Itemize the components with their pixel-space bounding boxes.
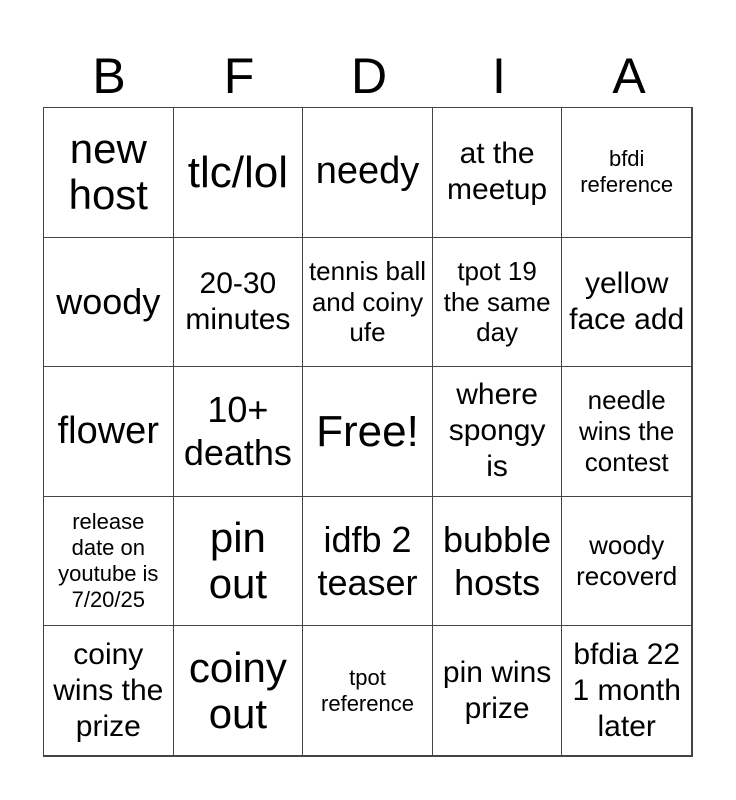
bingo-header	[44, 44, 694, 108]
bingo-cell[interactable]: 20-30 minutes	[173, 237, 304, 368]
bingo-cell[interactable]: woody recoverd	[561, 496, 692, 627]
header-letter-b: B	[92, 48, 126, 104]
header-letter-i: I	[492, 48, 506, 104]
bingo-cell[interactable]: 10+ deaths	[173, 366, 304, 497]
bingo-cell[interactable]: tennis ball and coiny ufe	[302, 237, 433, 368]
bingo-cell[interactable]: new host	[43, 107, 174, 238]
bingo-cell[interactable]: coiny wins the prize	[43, 625, 174, 756]
bingo-cell[interactable]: woody	[43, 237, 174, 368]
bingo-cell-free[interactable]: Free!	[302, 366, 433, 497]
bingo-cell[interactable]: bfdi reference	[561, 107, 692, 238]
bingo-cell[interactable]: needy	[302, 107, 433, 238]
bingo-cell[interactable]: pin out	[173, 496, 304, 627]
bingo-cell[interactable]: bfdia 22 1 month later	[561, 625, 692, 756]
bingo-cell[interactable]: release date on youtube is 7/20/25	[43, 496, 174, 627]
bingo-board	[43, 107, 693, 757]
header-letter-a: A	[612, 48, 646, 104]
bingo-cell[interactable]: pin wins prize	[432, 625, 563, 756]
header-letter-d: D	[350, 48, 388, 104]
bingo-cell[interactable]: tpot reference	[302, 625, 433, 756]
bingo-cell[interactable]: tpot 19 the same day	[432, 237, 563, 368]
bingo-cell[interactable]: tlc/lol	[173, 107, 304, 238]
bingo-cell[interactable]: coiny out	[173, 625, 304, 756]
header-letter-f: F	[223, 48, 255, 104]
bingo-cell[interactable]: where spongy is	[432, 366, 563, 497]
bingo-cell[interactable]: at the meetup	[432, 107, 563, 238]
bingo-cell[interactable]: idfb 2 teaser	[302, 496, 433, 627]
bingo-cell[interactable]: flower	[43, 366, 174, 497]
bingo-cell[interactable]: bubble hosts	[432, 496, 563, 627]
bingo-cell[interactable]: needle wins the contest	[561, 366, 692, 497]
bingo-cell[interactable]: yellow face add	[561, 237, 692, 368]
